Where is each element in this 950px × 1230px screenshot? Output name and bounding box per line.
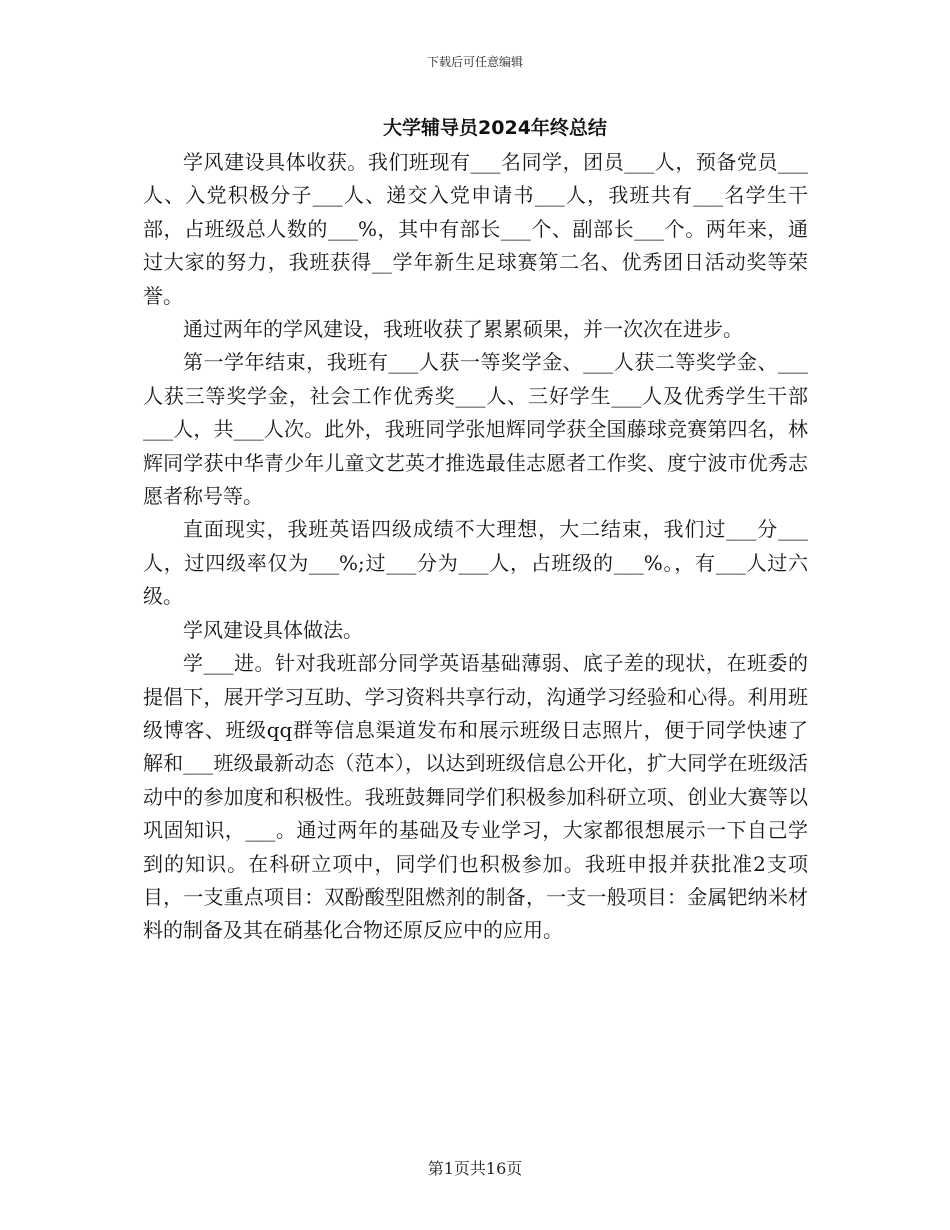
document-title: 大学辅导员2024年终总结: [383, 117, 607, 139]
paragraph: 学风建设具体做法。: [183, 617, 363, 642]
page-number: 第1页共16页: [427, 1159, 523, 1178]
paragraph: 学风建设具体收获。我们班现有___名同学，团员___人，预备党员___人、入党积极分子___人、递交入党申请书___人，我班共有___名学生干部，占班级总人数的___%，其中有部长___个、副部长___个。两年来，通过大家的努力，我班获得__学年新生足球赛第二名、优秀团日活动奖等荣誉。: [143, 150, 808, 308]
document-body: [143, 146, 808, 948]
paragraph: 第一学年结束，我班有___人获一等奖学金、___人获二等奖学金、___人获三等奖学金，社会工作优秀奖___人、三好学生___人及优秀学生干部___人，共___人次。此外，我班同学张旭辉同学获全国藤球竞赛第四名，林辉同学获中华青少年儿童文艺英才推选最佳志愿者工作奖、度宁波市优秀志愿者称号等。: [143, 350, 808, 509]
paragraph: 学___进。针对我班部分同学英语基础薄弱、底子差的现状，在班委的提倡下，展开学习互助、学习资料共享行动，沟通学习经验和心得。利用班级博客、班级qq群等信息渠道发布和展示班级日志照片，便于同学快速了解和___班级最新动态（范本），以达到班级信息公开化，扩大同学在班级活动中的参加度和积极性。我班鼓舞同学们积极参加科研立项、创业大赛等以巩固知识，___。通过两年的基础及专业学习，大家都很想展示一下自己学到的知识。在科研立项中，同学们也积极参加。我班申报并获批准2支项目，一支重点项目：双酚酸型阻燃剂的制备，一支一般项目：金属钯纳米材料的制备及其在硝基化合物还原反应中的应用。: [143, 651, 808, 943]
paragraph: 直面现实，我班英语四级成绩不大理想，大二结束，我们过___分___人，过四级率仅为___%;过___分为___人，占班级的___%。，有___人过六级。: [143, 517, 808, 609]
paragraph: 通过两年的学风建设，我班收获了累累硕果，并一次次在进步。: [183, 317, 743, 342]
header-note: 下载后可任意编辑: [426, 55, 523, 69]
